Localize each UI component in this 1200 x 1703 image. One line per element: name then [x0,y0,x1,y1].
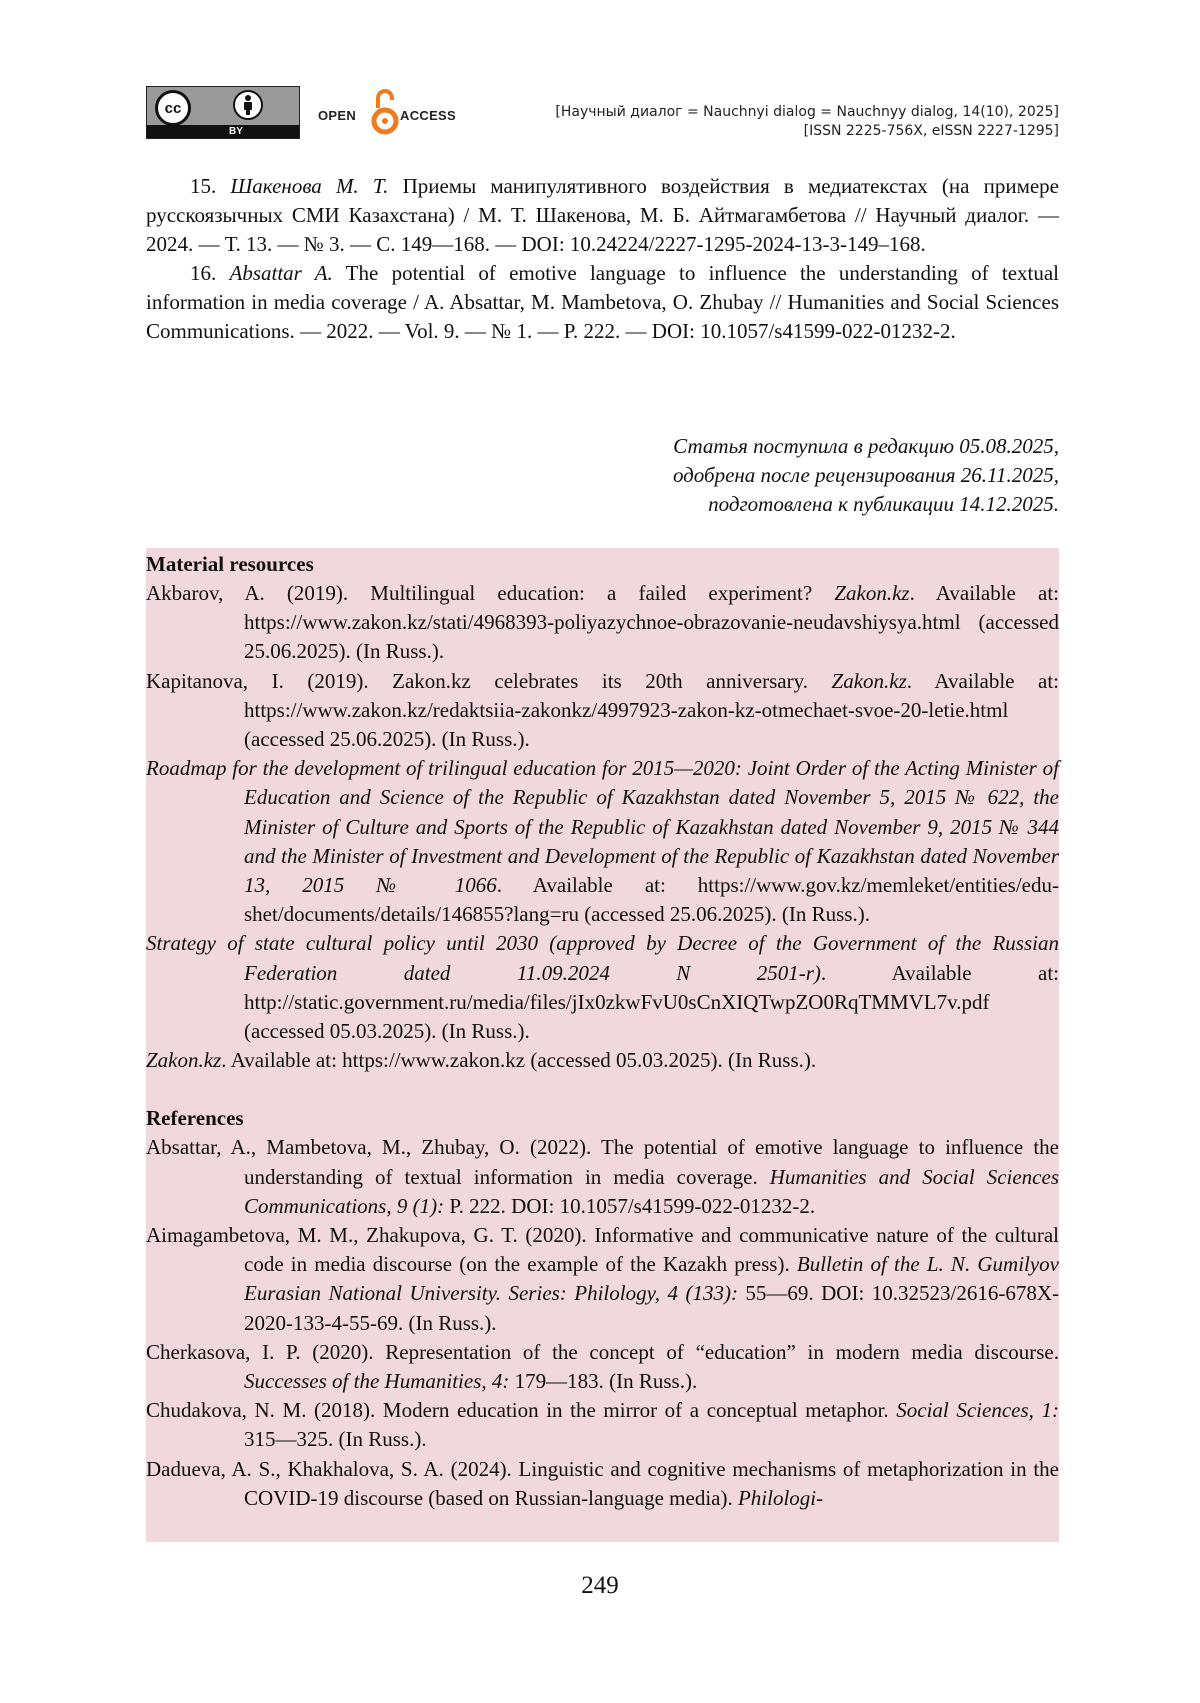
cc-by-license-badge [146,86,300,139]
reference-item: 16. Absattar A. The potential of emotive language to influence the understanding of textual information in media coverage / A. Absattar, M. Mambetova, O. Zhubay // Humanities and Social Sciences Communications. — 2022. — Vol. 9. — № 1. — P. 222. — DOI: 10.1057/s41599-022-01232-2. [146,261,1060,343]
approved-date: одобрена после рецензирования 26.11.2025, [672,463,1059,487]
reference-entry: Cherkasova, I. P. (2020). Representation of the concept of “education” in modern media discourse. Successes of the Humanities, 4: 179—183. (In Russ.). [146,1339,1059,1394]
open-access-lock-icon [370,86,400,136]
references-title: References [146,1106,244,1131]
badge-bottom-bar [147,125,299,138]
reference-item: 15. Шакенова М. Т. Приемы манипулятивного воздействия в медиатекстах (на примере русскоязычных СМИ Казахстана) / М. Т. Шакенова, М. Б. Айтмагамбетова // Научный диалог. — 2024. — Т. 13. — № 3. — С. 149—168. — DOI: 10.24224/2227-1295-2024-13-3-149–168. [146,174,1059,256]
reference-list-ru [146,172,1059,346]
english-bibliography-block [146,548,1059,1542]
creative-commons-icon: cc [155,90,191,126]
reference-entry: Aimagambetova, M. M., Zhakupova, G. T. (2020). Informative and communicative nature of the cultural code in media discourse (on the example of the Kazakh press). Bulletin of the L. N. Gumilyov Eurasian National University. Series: Philology, 4 (133): 55—69. DOI: 10.32523/2616-678X-2020-133-4-55-69. (In Russ.). [146,1223,1059,1335]
journal-issn: [ISSN 2225-756X, eISSN 2227-1295] [803,123,1059,139]
material-entry: Akbarov, A. (2019). Multilingual education: a failed experiment? Zakon.kz. Available at: https://www.zakon.kz/stati/4968393-poliyazychnoe-obrazovanie-neudavshiysya.html (accessed 25.06.2025). (In Russ.). [146,581,1060,664]
material-resources-title: Material resources [146,552,314,576]
received-date: Статья поступила в редакцию 05.08.2025, [673,434,1059,458]
material-entry: Roadmap for the development of trilingual education for 2015—2020: Joint Order of the Acting Minister of Education and Science of the Republic of Kazakhstan dated November 5, 2015 № 622, the Minister of Culture and Sports of the Republic of Kazakhstan dated November 9, 2015 № 344 and the Minister of Investment and Development of the Republic of Kazakhstan dated November 13, 2015 № 1066. Available at: https://www.gov.kz/memleket/entities/edu-shet/documents/details/146855?lang=ru (accessed 25.06.2025). (In Russ.). [146,756,1059,927]
reference-entry: Dadueva, A. S., Khakhalova, S. A. (2024). Linguistic and cognitive mechanisms of metaphorization in the COVID-19 discourse (based on Russian-language media). Philologi- [146,1456,1059,1510]
open-label: OPEN [318,108,357,123]
material-entry: Zakon.kz. Available at: https://www.zakon.kz (accessed 05.03.2025). (In Russ.). [146,1048,817,1073]
open-access-logo [318,86,466,139]
access-label: ACCESS [400,108,456,123]
reference-entry: Absattar, A., Mambetova, M., Zhubay, O. (2022). The potential of emotive language to influence the understanding of textual information in media coverage. Humanities and Social Sciences Communications, 9 (1): P. 222. DOI: 10.1057/s41599-022-01232-2. [146,1135,1059,1218]
material-entry: Strategy of state cultural policy until 2030 (approved by Decree of the Government of the Russian Federation dated 11.09.2024 N 2501-r). Available at: http://static.government.ru/media/files/jIx0zkwFvU0sCnXIQTwpZO0RqTMMVL7v.pdf (accessed 05.03.2025). (In Russ.). [146,931,1059,1044]
attribution-icon [233,90,263,120]
prepared-date: подготовлена к публикации 14.12.2025. [708,492,1059,516]
journal-citation: [Научный диалог = Nauchnyi dialog = Nauchnyy dialog, 14(10), 2025] [555,104,1059,120]
submission-dates [673,432,1059,519]
page-number: 249 [581,1572,619,1599]
material-entry: Kapitanova, I. (2019). Zakon.kz celebrates its 20th anniversary. Zakon.kz. Available at: https://www.zakon.kz/redaktsiia-zakonkz/4997923-zakon-kz-otmechaet-svoe-20-letie.html (accessed 25.06.2025). (In Russ.). [146,668,1059,752]
reference-entry: Chudakova, N. M. (2018). Modern education in the mirror of a conceptual metaphor. Social Sciences, 1: 315—325. (In Russ.). [146,1398,1059,1452]
page-header [146,86,1059,142]
by-label: BY [229,126,243,137]
